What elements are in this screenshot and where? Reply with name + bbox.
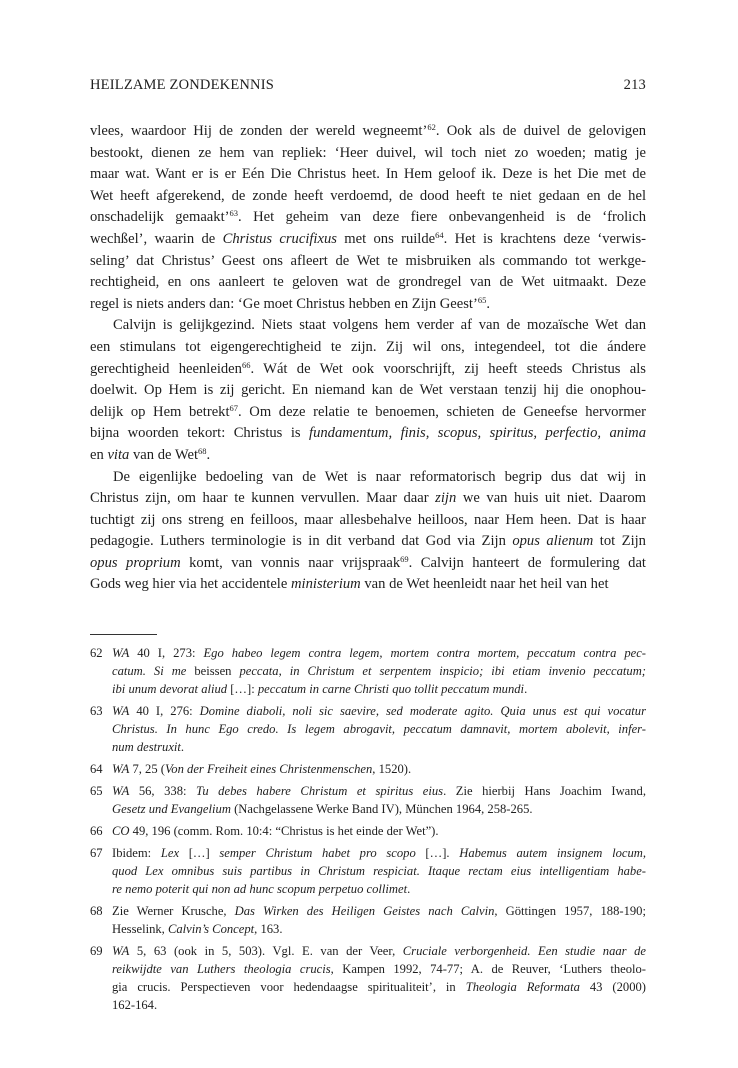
text-run: bijna woorden tekort: Christus is	[90, 425, 310, 442]
italic-text: WA	[112, 646, 130, 660]
footnote-number: 64	[90, 762, 103, 776]
italic-text: Christus crucifixus	[222, 230, 337, 247]
italic-text: opus proprium	[90, 554, 181, 571]
footnote-text	[112, 760, 646, 778]
text-line	[90, 207, 646, 229]
footnote-line	[112, 760, 646, 778]
footnote-number: 67	[90, 846, 103, 860]
page-number: 213	[623, 77, 646, 93]
italic-text: opus alienum	[512, 533, 594, 550]
italic-text: peccatum in carne Christi quo tollit peccatum mundi	[257, 682, 525, 696]
paragraph	[90, 467, 646, 597]
italic-text: Calvin’s Concept	[167, 922, 255, 936]
footnote-line	[112, 822, 646, 840]
text-run: met ons ruilde	[336, 230, 436, 247]
footnote-ref: 62	[427, 122, 436, 132]
italic-text: zijn	[435, 490, 457, 507]
footnote	[90, 942, 646, 1014]
footnote-text	[112, 844, 646, 898]
text-line	[90, 380, 646, 402]
text-run: gerechtigheid heenleiden	[90, 360, 242, 377]
italic-text: num destruxit	[112, 740, 181, 754]
text-run: delijk op Hem betrekt	[90, 403, 230, 420]
text-line	[90, 121, 646, 143]
footnote-line	[112, 720, 646, 738]
text-run: bestookt, dienen ze hem van repliek: ‘Heer duivel, wil toch niet zo woeden; matig je	[90, 144, 646, 161]
text-run: 40 I, 273:	[129, 646, 204, 660]
footnote	[90, 760, 646, 778]
text-run: , 1520).	[372, 762, 412, 776]
text-run: een stimulans tot eigengerechtigheid te zijn. Zij wil ons, integendeel, tot die ándere	[90, 338, 646, 355]
italic-text: Domine diaboli, noli sic saevire, sed moderate agito. Quia unus est qui vocatur	[199, 704, 646, 718]
text-run: […].	[415, 846, 460, 860]
footnote-ref: 69	[400, 553, 409, 564]
text-run: komt, van vonnis naar vrijspraak	[180, 554, 401, 571]
footnote-line	[112, 978, 646, 996]
italic-text: quod Lex omnibus suis partibus in Christum respiciat. Itaque rectam eius intelligentiam habe-	[112, 864, 646, 878]
text-run: De eigenlijke bedoeling van de Wet is naar reformatorisch begrip dus dat wij in	[113, 468, 646, 485]
text-line	[90, 531, 646, 553]
italic-text: Von der Freiheit eines Christenmenschen	[165, 762, 373, 776]
text-run: […]	[179, 846, 220, 860]
text-line	[90, 337, 646, 359]
text-run: 49, 196 (comm. Rom. 10:4: “Christus is het einde der Wet”).	[129, 824, 439, 838]
text-run: rechtigheid, en ons aanleert te geloven wat de grondregel van de Wet uitmaakt. Deze	[90, 274, 646, 291]
text-run: . Calvijn hanteert de formulering dat	[408, 554, 646, 571]
text-run: . Het geheim van deze fiere onbevangenheid is de ‘frolich	[238, 209, 647, 226]
text-run: Hesselink,	[112, 922, 168, 936]
footnote-ref: 66	[241, 359, 251, 370]
italic-text: vita	[107, 446, 130, 463]
footnote-text	[112, 822, 646, 840]
text-line	[90, 229, 646, 251]
footnote-line	[112, 644, 646, 662]
footnote-line	[112, 960, 646, 978]
italic-text: reikwijdte van Luthers theologia crucis	[112, 962, 331, 976]
text-run: beissen	[186, 664, 240, 678]
footnote-number: 63	[90, 704, 103, 718]
text-line	[90, 467, 646, 489]
footnote-line	[112, 702, 646, 720]
italic-text: ibi unum devorat aliud	[112, 682, 228, 696]
text-run: wechßel’, waarin de	[90, 230, 223, 247]
running-title: HEILZAME ZONDEKENNIS	[90, 77, 275, 93]
text-run: we van huis uit niet. Daarom	[456, 490, 646, 507]
italic-text: Cruciale verborgenheid. Een studie naar de	[402, 944, 646, 958]
footnote-line	[112, 800, 646, 818]
footnote-text	[112, 942, 646, 1014]
italic-text: WA	[112, 784, 130, 798]
footnote-line	[112, 862, 646, 880]
footnote-line	[112, 662, 646, 680]
italic-text: Habemus autem insignem locum,	[459, 846, 647, 860]
text-run: 43 (2000)	[579, 980, 646, 994]
text-run: , 163.	[254, 922, 283, 936]
text-run: . Ook als de duivel de gelovigen	[435, 123, 647, 139]
italic-text: Gesetz und Evangelium	[112, 802, 231, 816]
text-run: van de Wet heenleidt naar het heil van het	[360, 576, 609, 593]
footnote-number: 68	[90, 904, 103, 918]
text-run: van de Wet	[129, 446, 198, 463]
text-line	[90, 272, 646, 294]
main-text	[90, 121, 646, 596]
text-line	[90, 488, 646, 510]
text-line	[90, 164, 646, 186]
text-line	[90, 553, 646, 575]
footnote-ref: 68	[198, 445, 207, 456]
footnote-text	[112, 702, 646, 756]
text-run: 40 I, 276:	[129, 704, 200, 718]
italic-text: Theologia Reformata	[465, 980, 580, 994]
text-run: 162-164.	[112, 998, 158, 1012]
text-run: , Göttingen 1957, 188-190;	[494, 904, 646, 918]
italic-text: Das Wirken des Heiligen Geistes nach Calvin	[234, 904, 495, 918]
footnote	[90, 644, 646, 698]
italic-text: ministerium	[291, 576, 361, 593]
running-header	[90, 77, 646, 94]
text-run: (Nachgelassene Werke Band IV), München 1964, 258-265.	[230, 802, 533, 816]
text-run: onschadelijk gemaakt’	[90, 209, 230, 226]
text-run: 7, 25 (	[129, 762, 165, 776]
footnote-number: 65	[90, 784, 103, 798]
italic-text: WA	[112, 704, 130, 718]
text-run: .	[206, 446, 211, 463]
footnote-text	[112, 902, 646, 938]
footnote-line	[112, 782, 646, 800]
footnotes	[90, 644, 646, 1018]
italic-text: fundamentum, finis, scopus, spiritus, perfectio, anima	[309, 425, 646, 442]
italic-text: CO	[112, 824, 130, 838]
text-run: , Kampen 1992, 74-77; A. de Reuver, ‘Luthers theolo-	[330, 962, 646, 976]
text-run: pedagogie. Luthers terminologie is in dit verband dat God via Zijn	[90, 533, 513, 550]
text-run: tuchtigt zij ons streng en feilloos, maar allesbehalve heilloos, naar Hem heen. Dat is haar	[90, 511, 646, 528]
text-run: tot Zijn	[593, 533, 646, 550]
text-run: 56, 338:	[129, 784, 197, 798]
text-run: 5, 63 (ook in 5, 503). Vgl. E. van der Veer,	[129, 944, 403, 958]
italic-text: Ego habeo legem contra legem, mortem contra mortem, peccatum contra pec-	[203, 646, 646, 660]
text-run: Calvijn is gelijkgezind. Niets staat volgens hem verder af van de mozaïsche Wet dan	[113, 317, 646, 334]
footnote-ref: 63	[229, 208, 238, 219]
text-run: . Zie hierbij Hans Joachim Iwand,	[443, 784, 647, 798]
text-run: .	[524, 682, 528, 696]
text-line	[90, 445, 646, 467]
footnote-text	[112, 782, 646, 818]
text-run: Wet heeft afgerekend, de zonde heeft verdoemd, de dood heeft te niet gedaan en de hel	[90, 187, 646, 204]
footnote	[90, 822, 646, 840]
footnote	[90, 844, 646, 898]
italic-text: catum. Si me	[112, 664, 187, 678]
footnote-number: 62	[90, 646, 103, 660]
footnote-line	[112, 920, 646, 938]
footnote-line	[112, 844, 646, 862]
text-line	[90, 315, 646, 337]
italic-text: re nemo poterit qui non ad hunc scopum perpetuo collimet	[112, 882, 408, 896]
text-run: vlees, waardoor Hij de zonden der wereld wegneemt’	[90, 123, 428, 139]
text-line	[90, 402, 646, 424]
text-line	[90, 143, 646, 165]
italic-text: peccata, in Christum et serpentem inspicio; ibi etiam invenio peccatum;	[239, 664, 647, 678]
text-line	[90, 186, 646, 208]
text-run: . Om deze relatie te benoemen, schieten de Geneefse hervormer	[238, 403, 646, 420]
italic-text: semper Christum habet pro scopo	[219, 846, 416, 860]
footnote-separator	[90, 634, 157, 635]
footnote	[90, 702, 646, 756]
footnote-text	[112, 644, 646, 698]
italic-text: Christus. In hunc Ego credo. Is legem abrogavit, peccatum damnavit, mortem abolevit, infer-	[112, 722, 646, 736]
text-run: .	[486, 295, 491, 312]
footnote-number: 66	[90, 824, 103, 838]
text-run: . Wát de Wet ook voorschrijft, zij heeft steeds Christus als	[250, 360, 646, 377]
text-line	[90, 574, 646, 596]
text-run: gia crucis. Perspectieven voor hedendaagse spiritualiteit’, in	[112, 980, 466, 994]
text-line	[90, 251, 646, 273]
text-run: maar wat. Want er is er Eén Die Christus heet. In Hem geloof ik. Deze is het Die met de	[90, 166, 646, 183]
text-line	[90, 359, 646, 381]
text-run: en	[90, 446, 108, 463]
italic-text: WA	[112, 762, 130, 776]
text-line	[90, 294, 646, 316]
footnote-number: 69	[90, 944, 103, 958]
footnote	[90, 902, 646, 938]
text-run: Ibidem:	[112, 846, 161, 860]
italic-text: Lex	[160, 846, 180, 860]
text-run: .	[407, 882, 411, 896]
footnote-line	[112, 902, 646, 920]
paragraph	[90, 121, 646, 315]
text-run: doelwit. Op Hem is zij gericht. En niemand kan de Wet verstaan tenzij hij die onophou-	[90, 382, 646, 399]
text-run: Christus zijn, om haar te kunnen vervullen. Maar daar	[90, 490, 436, 507]
italic-text: Tu debes habere Christum et spiritus eius	[196, 784, 444, 798]
footnote-ref: 67	[229, 402, 239, 413]
text-run: regel is niets anders dan: ‘Ge moet Christus hebben en Zijn Geest’	[90, 295, 478, 312]
text-run: Zie Werner Krusche,	[112, 904, 235, 918]
italic-text: WA	[112, 944, 130, 958]
text-line	[90, 423, 646, 445]
text-run: Gods weg hier via het accidentele	[90, 576, 291, 593]
footnote-line	[112, 880, 646, 898]
paragraph	[90, 315, 646, 466]
footnote-line	[112, 738, 646, 756]
text-run: .	[180, 740, 185, 754]
footnote-line	[112, 942, 646, 960]
text-run: . Het is krachtens deze ‘verwis-	[443, 230, 647, 247]
footnote-line	[112, 996, 646, 1014]
footnote-line	[112, 680, 646, 698]
footnote	[90, 782, 646, 818]
footnote-ref: 64	[435, 229, 444, 240]
text-run: […]:	[227, 682, 258, 696]
footnote-ref: 65	[477, 294, 487, 305]
text-run: seling’ dat Christus’ Geest ons afleert de Wet te misbruiken als commando tot werkge-	[90, 252, 646, 269]
text-line	[90, 510, 646, 532]
